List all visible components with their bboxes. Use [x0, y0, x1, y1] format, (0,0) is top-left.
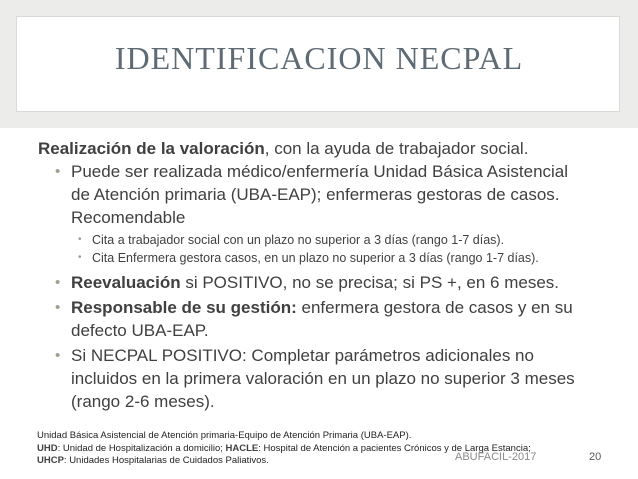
bullet-4-line-1: Si NECPAL POSITIVO: Completar parámetros adicionales no — [71, 346, 534, 365]
footnote-1: Unidad Básica Asistencial de Atención primaria-Equipo de Atención Primaria (UBA-EAP). — [37, 430, 412, 441]
footer-source: ABUFACIL-2017 — [455, 451, 537, 463]
bullet-2-rest: si POSITIVO, no se precisa; si PS +, en 6 meses. — [180, 273, 560, 292]
bullet-icon: • — [55, 274, 61, 291]
footnote-uhd-text: : Unidad de Hospitalización a domicilio; — [57, 443, 226, 454]
page-number: 20 — [589, 451, 602, 463]
bullet-icon: • — [55, 347, 61, 364]
footnote-uhcp-abbr: UHCP — [37, 455, 64, 466]
footnote-uhcp-text: : Unidades Hospitalarias de Cuidados Paliativos. — [63, 455, 269, 466]
footnote-uhd-abbr: UHD — [37, 443, 58, 454]
bullet-4-line-2: incluidos en la primera valoración en un plazo no superior 3 meses — [71, 369, 575, 388]
intro-line — [38, 138, 528, 159]
bullet-3-line-2: defecto UBA-EAP. — [71, 321, 209, 340]
bullet-3-rest: enfermera gestora de casos y en su — [296, 298, 573, 317]
bullet-icon: • — [55, 163, 61, 180]
sub-bullet-icon: • — [78, 234, 82, 245]
bullet-2-bold: Reevaluación — [71, 273, 181, 292]
bullet-3-bold: Responsable de su gestión: — [71, 298, 297, 317]
bullet-1-line-1: Puede ser realizada médico/enfermería Unidad Básica Asistencial — [71, 162, 569, 181]
bullet-3-line-1 — [71, 297, 573, 318]
footnote-hacle-text: : Hospital de Atención a pacientes Crónicos y de Larga Estancia; — [258, 443, 531, 454]
footnote-hacle-abbr: HACLE — [225, 443, 259, 454]
bullet-1-line-2: de Atención primaria (UBA-EAP); enfermeras gestoras de casos. — [71, 185, 560, 204]
bullet-icon: • — [55, 299, 61, 316]
bullet-4-line-3: (rango 2-6 meses). — [71, 392, 215, 411]
sub-bullet-1: Cita a trabajador social con un plazo no superior a 3 días (rango 1-7 días). — [92, 233, 505, 247]
bullet-2-line — [71, 272, 559, 293]
footnote-3 — [37, 455, 269, 467]
slide-title: IDENTIFICACION NECPAL — [114, 40, 524, 76]
sub-bullet-2: Cita Enfermera gestora casos, en un plazo no superior a 3 días (rango 1-7 días). — [92, 251, 539, 265]
intro-rest: , con la ayuda de trabajador social. — [264, 139, 529, 158]
sub-bullet-icon: • — [78, 252, 82, 263]
intro-bold: Realización de la valoración — [38, 139, 265, 158]
bullet-1-line-3: Recomendable — [71, 208, 186, 227]
